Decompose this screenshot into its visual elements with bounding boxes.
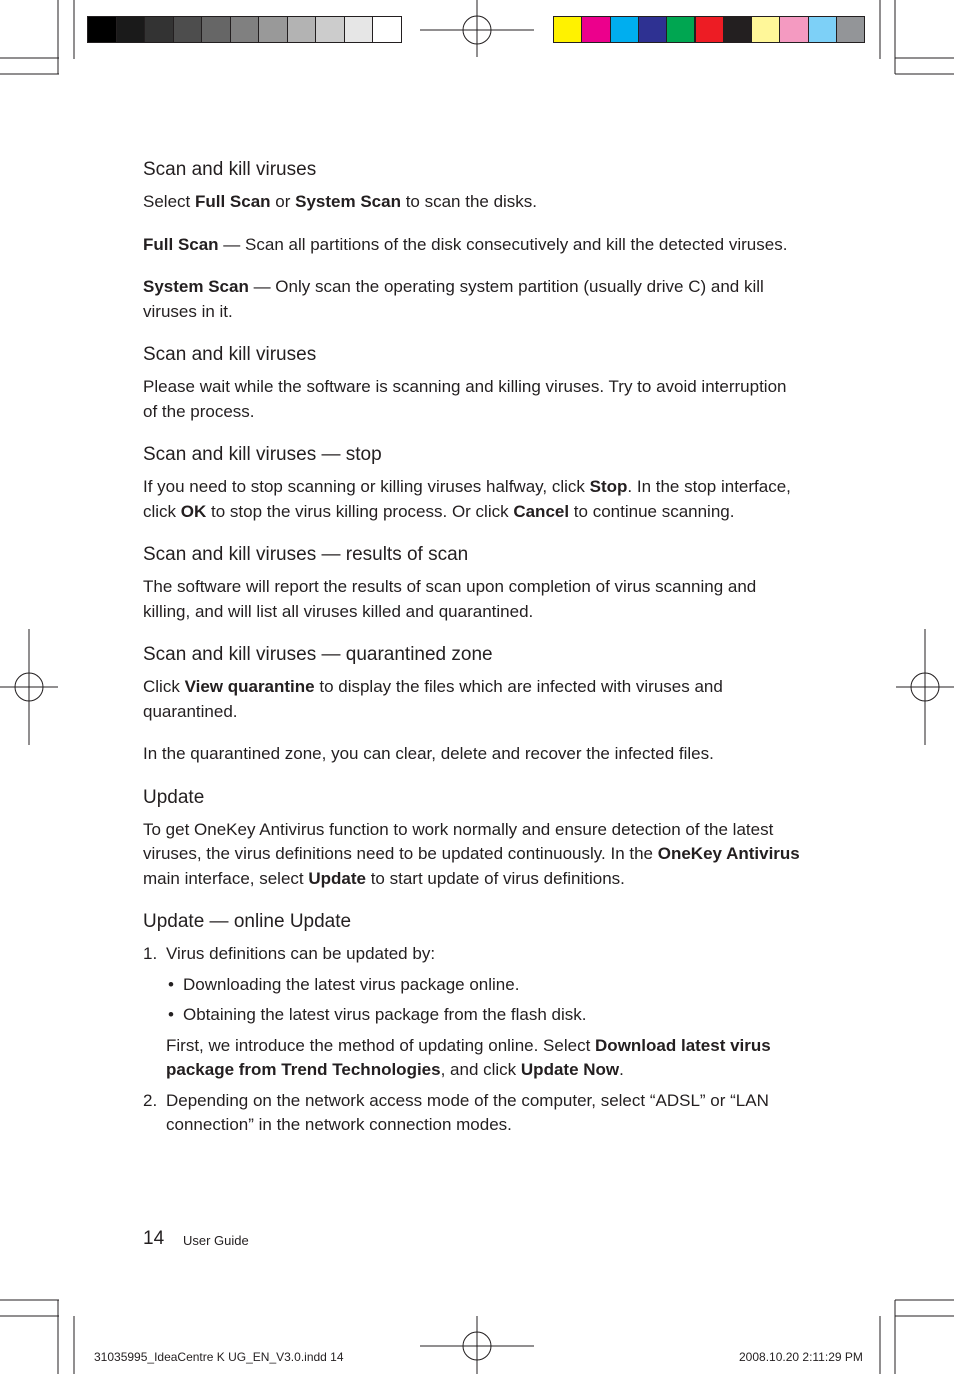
gray-swatch xyxy=(315,16,345,43)
color-swatch xyxy=(808,16,837,43)
paragraph: If you need to stop scanning or killing viruses halfway, click Stop. In the stop interface, click OK to stop the virus killing process. Or click Cancel to continue scanning. xyxy=(143,477,791,521)
slug-timestamp: 2008.10.20 2:11:29 PM xyxy=(739,1350,863,1364)
color-swatch xyxy=(779,16,808,43)
paragraph: Click View quarantine to display the files which are infected with viruses and quarantined. xyxy=(143,677,723,721)
section-stop xyxy=(143,442,803,524)
section-update xyxy=(143,785,803,892)
main-content xyxy=(143,157,803,1144)
color-swatch xyxy=(836,16,865,43)
slug-filename: 31035995_IdeaCentre K UG_EN_V3.0.indd 14 xyxy=(94,1350,344,1364)
page-number: 14 xyxy=(143,1228,165,1249)
paragraph: In the quarantined zone, you can clear, delete and recover the infected files. xyxy=(143,744,714,763)
gray-swatch xyxy=(201,16,231,43)
gray-swatch xyxy=(372,16,402,43)
list-item-paragraph: First, we introduce the method of updating online. Select Download latest virus package from Trend Technologies, and click Update Now. xyxy=(166,1035,771,1079)
list-item-text: Depending on the network access mode of the computer, select “ADSL” or “LAN connection” in the network connection modes. xyxy=(166,1090,769,1134)
section-online-update xyxy=(143,909,803,1138)
gray-swatch xyxy=(87,16,117,43)
gray-swatch xyxy=(258,16,288,43)
section-heading: Scan and kill viruses xyxy=(143,159,317,180)
gray-swatch xyxy=(344,16,374,43)
bullet-list xyxy=(166,973,803,1028)
gray-swatch xyxy=(173,16,203,43)
section-heading: Update xyxy=(143,786,205,808)
gray-swatch xyxy=(144,16,174,43)
color-swatch xyxy=(581,16,610,43)
section-heading: Scan and kill viruses — stop xyxy=(143,444,382,465)
paragraph: System Scan — Only scan the operating system partition (usually drive C) and kill viruses in it. xyxy=(143,277,764,321)
section-scan-kill xyxy=(143,157,803,324)
list-number: 2. xyxy=(143,1090,158,1110)
numbered-list xyxy=(143,942,803,1138)
gray-swatch xyxy=(287,16,317,43)
bullet-item: • Downloading the latest virus package online. xyxy=(166,973,803,998)
color-swatch xyxy=(610,16,639,43)
color-swatch xyxy=(638,16,667,43)
running-footer-label: User Guide xyxy=(183,1233,249,1248)
gray-swatch xyxy=(116,16,146,43)
color-swatch xyxy=(553,16,582,43)
list-item xyxy=(143,1089,803,1138)
bullet-item: • Obtaining the latest virus package from the flash disk. xyxy=(166,1003,803,1028)
color-swatch xyxy=(751,16,780,43)
color-swatch xyxy=(695,16,724,43)
list-item xyxy=(143,942,803,1083)
section-heading: Scan and kill viruses — results of scan xyxy=(143,544,469,565)
section-scan-kill-progress xyxy=(143,342,803,424)
section-heading: Scan and kill viruses xyxy=(143,344,317,365)
section-results xyxy=(143,542,803,624)
list-item-text: Virus definitions can be updated by: xyxy=(166,944,436,963)
list-number: 1. xyxy=(143,944,158,963)
section-heading: Update — online Update xyxy=(143,911,352,932)
paragraph: To get OneKey Antivirus function to work normally and ensure detection of the latest viruses, the virus definitions need to be updated continuously. In the OneKey Antivirus main interface, select Update to start update of virus definitions. xyxy=(143,819,800,888)
paragraph: Please wait while the software is scanning and killing viruses. Try to avoid interruption of the process. xyxy=(143,377,787,421)
gray-swatch xyxy=(230,16,260,43)
paragraph: The software will report the results of scan upon completion of virus scanning and killing, and will list all viruses killed and quarantined. xyxy=(143,577,757,621)
section-quarantine xyxy=(143,642,803,767)
section-heading: Scan and kill viruses — quarantined zone xyxy=(143,644,493,665)
color-swatch xyxy=(723,16,752,43)
paragraph: Select Full Scan or System Scan to scan the disks. xyxy=(143,192,538,211)
paragraph: Full Scan — Scan all partitions of the disk consecutively and kill the detected viruses. xyxy=(143,234,788,254)
color-swatch xyxy=(666,16,695,43)
